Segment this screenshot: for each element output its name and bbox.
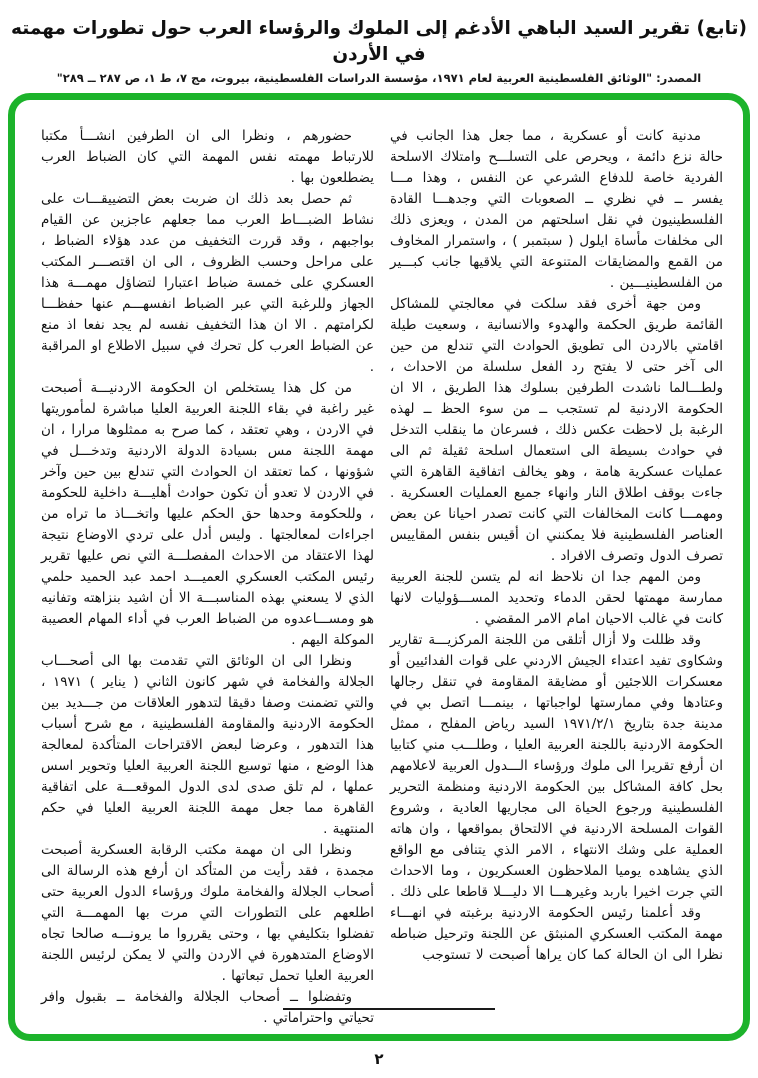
paragraph: ومن جهة أخرى فقد سلكت في معالجتي للمشاكل القائمة طريق الحكمة والهدوء والانسانية ، وسعيت طيلة اقامتي بالاردن الى تطويق الحوادث التي تندلع من حين الى آخر حتى لا يفتح رد الفعل سلسلة من الاحداث ، ولطـــالما ناشدت الطرفين بسلوك هذا الطريق ، الا ان الحكومة الاردنية لم تستجب ــ من سوء الحظ ــ لهذه الرغبة بل لاحظت عكس ذلك ، فسرعان ما ينقلب التدخل في حوادث بسيطة الى استعمال اسلحة ثقيلة ثم الى عمليات عسكرية هامة ، وهو يخالف اتفاقية القاهرة التي جاءت بوقف اطلاق النار وانهاء جميع العمليات العسكرية . ومهمـــا كانت المخالفات التي كانت تصدر احيانا عن بعض العناصر الفلسطينية فلا يمكنني ان أقيس بنفس المقاييس تصرف الدول وتصرف الافراد . (390, 296, 723, 564)
paragraph: وتفضلوا ــ أصحاب الجلالة والفخامة ــ بقبول وافر تحياتي واحتراماتي . (41, 989, 374, 1026)
green-border-frame (8, 93, 750, 1041)
two-column-text-block (15, 126, 743, 1029)
paragraph: ثم حصل بعد ذلك ان ضربت بعض التضييقـــات على نشاط الضبـــاط العرب مما جعلهم عاجزين عن القيام بواجبهم ، وقد قررت التخفيف من عدد هؤلاء الضباط ، على مراحل وحسب الظروف ، الى ان اقتصـــر المكتب العسكري على خمسة ضباط اعتبارا لتضاؤل مهمـــة هذا الجهاز وللرغبة التي عبر الضباط انفسهـــم عنها حفظـــا لكرامتهم . الا ان هذا التخفيف نفسه لم يجد نفعا اذ منع عن الضباط العرب كل تحرك في سبيل الاطلاع او المراقبة . (41, 191, 374, 375)
paragraph: مدنية كانت أو عسكرية ، مما جعل هذا الجانب في حالة نزع دائمة ، ويحرص على التسلـــح وامتلاك الاسلحة الفردية خاصة للدفاع الشرعي عن النفس ، وهذا مـــا يفسر ــ في نظري ــ الصعوبات التي وجدهـــا القادة الفلسطينيون في نقل اسلحتهم من المدن ، ويعزى ذلك الى مخلفات مأساة ايلول ( سبتمبر ) ، واستمرار المخاوف من القمع والمضايقات المتنوعة التي يلاقيها جانب كبـــير من الفلسطينيـــين . (390, 128, 723, 291)
document-source-citation: المصدر: "الوثائق الفلسطينية العربية لعام ١٩٧١، مؤسسة الدراسات الفلسطينية، بيروت، مج ٧، ط ١، ص ٢٨٧ ــ ٢٨٩" (56, 71, 702, 85)
page-number: ٢ (374, 1050, 384, 1068)
paragraph: وقد ظللت ولا أزال أتلقى من اللجنة المركزيـــة تقارير وشكاوى تفيد اعتداء الجيش الاردني على قوات الفدائيين أو معسكرات اللاجئين أو مضايقة المقاومة في تنقل رجالها وعتادها وفي ممارستها لواجباتها ، بينمـــا اتصل بي في مدينة جدة بتاريخ ١٩٧١/٢/١ السيد رياض المفلح ، ممثل الحكومة الاردنية باللجنة العربية العليا ، وطلـــب مني كتابيا ان أرفع تقريرا الى ملوك ورؤساء الـــدول العربية لاعلامهم بحل كافة المشاكل بين الحكومة الاردنية ومنظمة التحرير الفلسطينية ورجوع الحياة الى مجاريها العادية ، وشروع القوات المسلحة الاردنية في الالتحاق بمواقعها ، وان هاته العملية على وشك الانتهاء ، الامر الذي يتنافى مع الواقع الذي يشاهده يوميا الملاحظون العسكريون ، وما الاحداث التي جرت اخيرا باربد وغيرهـــا الا دليـــلا قاطعا على ذلك . (390, 632, 723, 900)
paragraph: ومن المهم جدا ان نلاحظ انه لم يتسن للجنة العربية ممارسة مهمتها لحقن الدماء وتحديد المســـؤوليات لانها كانت في غالب الاحيان امام الامر المقضي . (390, 569, 723, 627)
paragraph: ونظرا الى ان الوثائق التي تقدمت بها الى أصحـــاب الجلالة والفخامة في شهر كانون الثاني ( يناير ) ١٩٧١ ، والتي تضمنت وصفا دقيقا لتدهور العلاقات من جـــديد بين الحكومة الاردنية والمقاومة الفلسطينية ، مع شرح أسباب هذا التدهور ، وعرضا لبعض الاقتراحات المتأكدة لمعالجة هذا الوضع ، منها توسيع اللجنة العربية العليا وتحوير اسس عملها ، لم تلق صدى لدى الدول الموقعـــة على اتفاقية القاهرة مما جعل مهمة اللجنة العربية العليا في حكم المنتهية . (41, 653, 374, 837)
right-text-column (390, 126, 723, 1029)
paragraph: حضورهم ، ونظرا الى ان الطرفين انشـــأ مكتبا للارتباط مهمته نفس المهمة التي كان الضباط العرب يضطلعون بها . (41, 128, 374, 186)
document-title: (تابع) تقرير السيد الباهي الأدغم إلى الملوك والرؤساء العرب حول تطورات مهمته في الأردن (11, 18, 747, 65)
paragraph: من كل هذا يستخلص ان الحكومة الاردنيـــة أصبحت غير راغبة في بقاء اللجنة العربية العليا مباشرة لمأموريتها في الاردن ، وهي تعتقد ، كما صرح به ممثلوها مرارا ، ان مهمة اللجنة مس بسيادة الدولة الاردنية وتدخـــل في شؤونها ، كما تعتقد ان الحوادث التي تندلع بين حين وآخر في الاردن لا تعدو أن تكون حوادث أهليـــة داخلية للحكومة ، وللحكومة وحدها حق الحكم عليها واتخـــاذ ما تراه من اجراءات لمعالجتها . وليس أدل على تردي الاوضاع نتيجة لهذا الاعتقاد من الاحداث المفصلـــة التي نص عليها تقرير رئيس المكتب العسكري العميـــد احمد عبد الحميد حلمي الذي لا يسعني بهذه المناسبـــة الا أن اشيد بنزاهته وتفانيه هو ومســـاعدوه من الضباط العرب في أداء المهام العصيبة الموكلة اليهم . (41, 380, 374, 648)
paragraph: ونظرا الى ان مهمة مكتب الرقابة العسكرية أصبحت مجمدة ، فقد رأيت من المتأكد ان أرفع هذه الرسالة الى أصحاب الجلالة والفخامة ملوك ورؤساء الدول العربية حتى اطلعهم على التطورات التي مرت بها المهمـــة التي تفضلوا بتكليفي بها ، وحتى يقرروا ما يرونـــه صالحا تجاه الاوضاع المتدهورة في الاردن والتي لا يمكن لرئيس اللجنة العربية العليا تحمل تبعاتها . (41, 842, 374, 984)
end-divider-line (283, 1008, 495, 1010)
document-header (0, 16, 758, 85)
left-text-column (41, 126, 374, 1029)
paragraph: وقد أعلمنا رئيس الحكومة الاردنية برغبته في انهـــاء مهمة المكتب العسكري المنبثق عن اللجنة وترحيل ضباطه نظرا الى ان الحالة كما كان يراها أصبحت لا تستوجب (390, 905, 723, 963)
